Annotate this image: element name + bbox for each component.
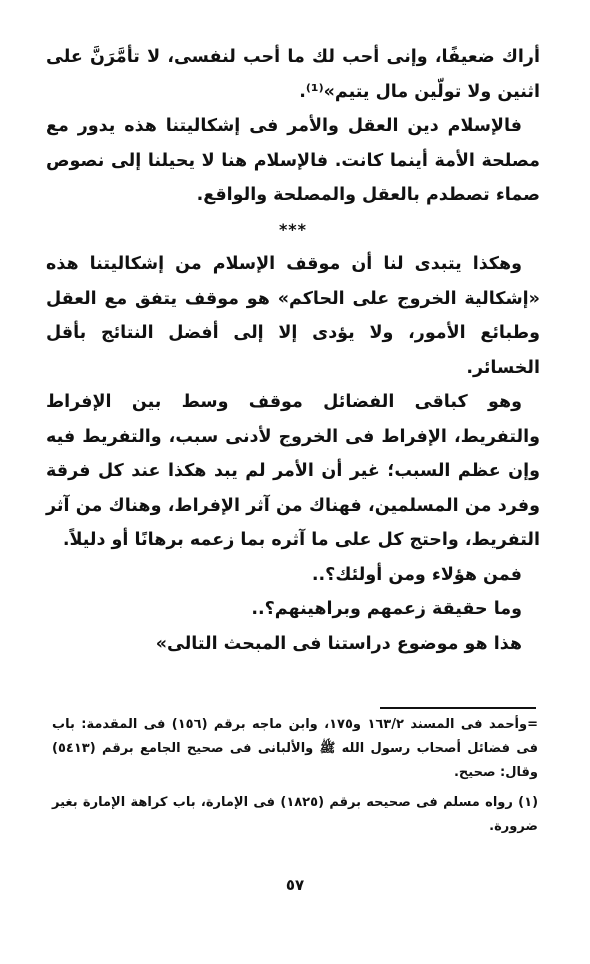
main-text bbox=[46, 40, 540, 661]
paragraph-6: وما حقيقة زعمهم وبراهينهم؟.. bbox=[251, 599, 522, 619]
paragraph-2: فالإسلام دين العقل والأمر فى إشكاليتنا هذه يدور مع مصلحة الأمة أينما كانت. فالإسلام هنا لا يحيلنا إلى نصوص صماء تصطدم بالعقل والمصلحة والواقع. bbox=[46, 116, 540, 205]
paragraph-7: هذا هو موضوع دراستنا فى المبحث التالى» bbox=[155, 633, 522, 654]
section-separator: *** bbox=[278, 219, 308, 239]
paragraph-1: أراك ضعيفًا، وإنى أحب لك ما أحب لنفسى، لا تأمَّرَنَّ على اثنين ولا تولّين مال يتيم»⁽¹⁾. bbox=[46, 47, 540, 102]
footnote-rule bbox=[380, 707, 536, 709]
footnote-continuation: =وأحمد فى المسند ١٦٣/٢ و١٧٥، وابن ماجه برقم (١٥٦) فى المقدمة: باب فى فضائل أصحاب رسول الله ﷺ والألبانى فى صحيح الجامع برقم (٥٤١٣) وقال: صحيح. bbox=[52, 717, 538, 780]
paragraph-4: وهو كباقى الفضائل موقف وسط بين الإفراط والتفريط، الإفراط فى الخروج لأدنى سبب، والتفريط فيه وإن عظم السبب؛ غير أن الأمر لم يبد هكذا عند كل فرقة وفرد من المسلمين، فهناك من آثر الإفراط، وهناك من آثر التفريط، واحتج كل على ما آثره بما زعمه برهانًا أو دليلاً. bbox=[46, 392, 540, 550]
page-number: ٥٧ bbox=[285, 876, 305, 894]
paragraph-5: فمن هؤلاء ومن أولئك؟.. bbox=[311, 564, 522, 585]
footnote-1: (١) رواه مسلم فى صحيحه برقم (١٨٢٥) فى الإمارة، باب كراهة الإمارة بغير ضرورة. bbox=[52, 795, 539, 834]
footnotes bbox=[52, 713, 538, 845]
paragraph-3: وهكذا يتبدى لنا أن موقف الإسلام من إشكاليتنا هذه «إشكالية الخروج على الحاكم» هو موقف يتفق مع العقل وطبائع الأمور، ولا يؤدى إلا إلى أفضل النتائج بأقل الخسائر. bbox=[46, 254, 540, 378]
